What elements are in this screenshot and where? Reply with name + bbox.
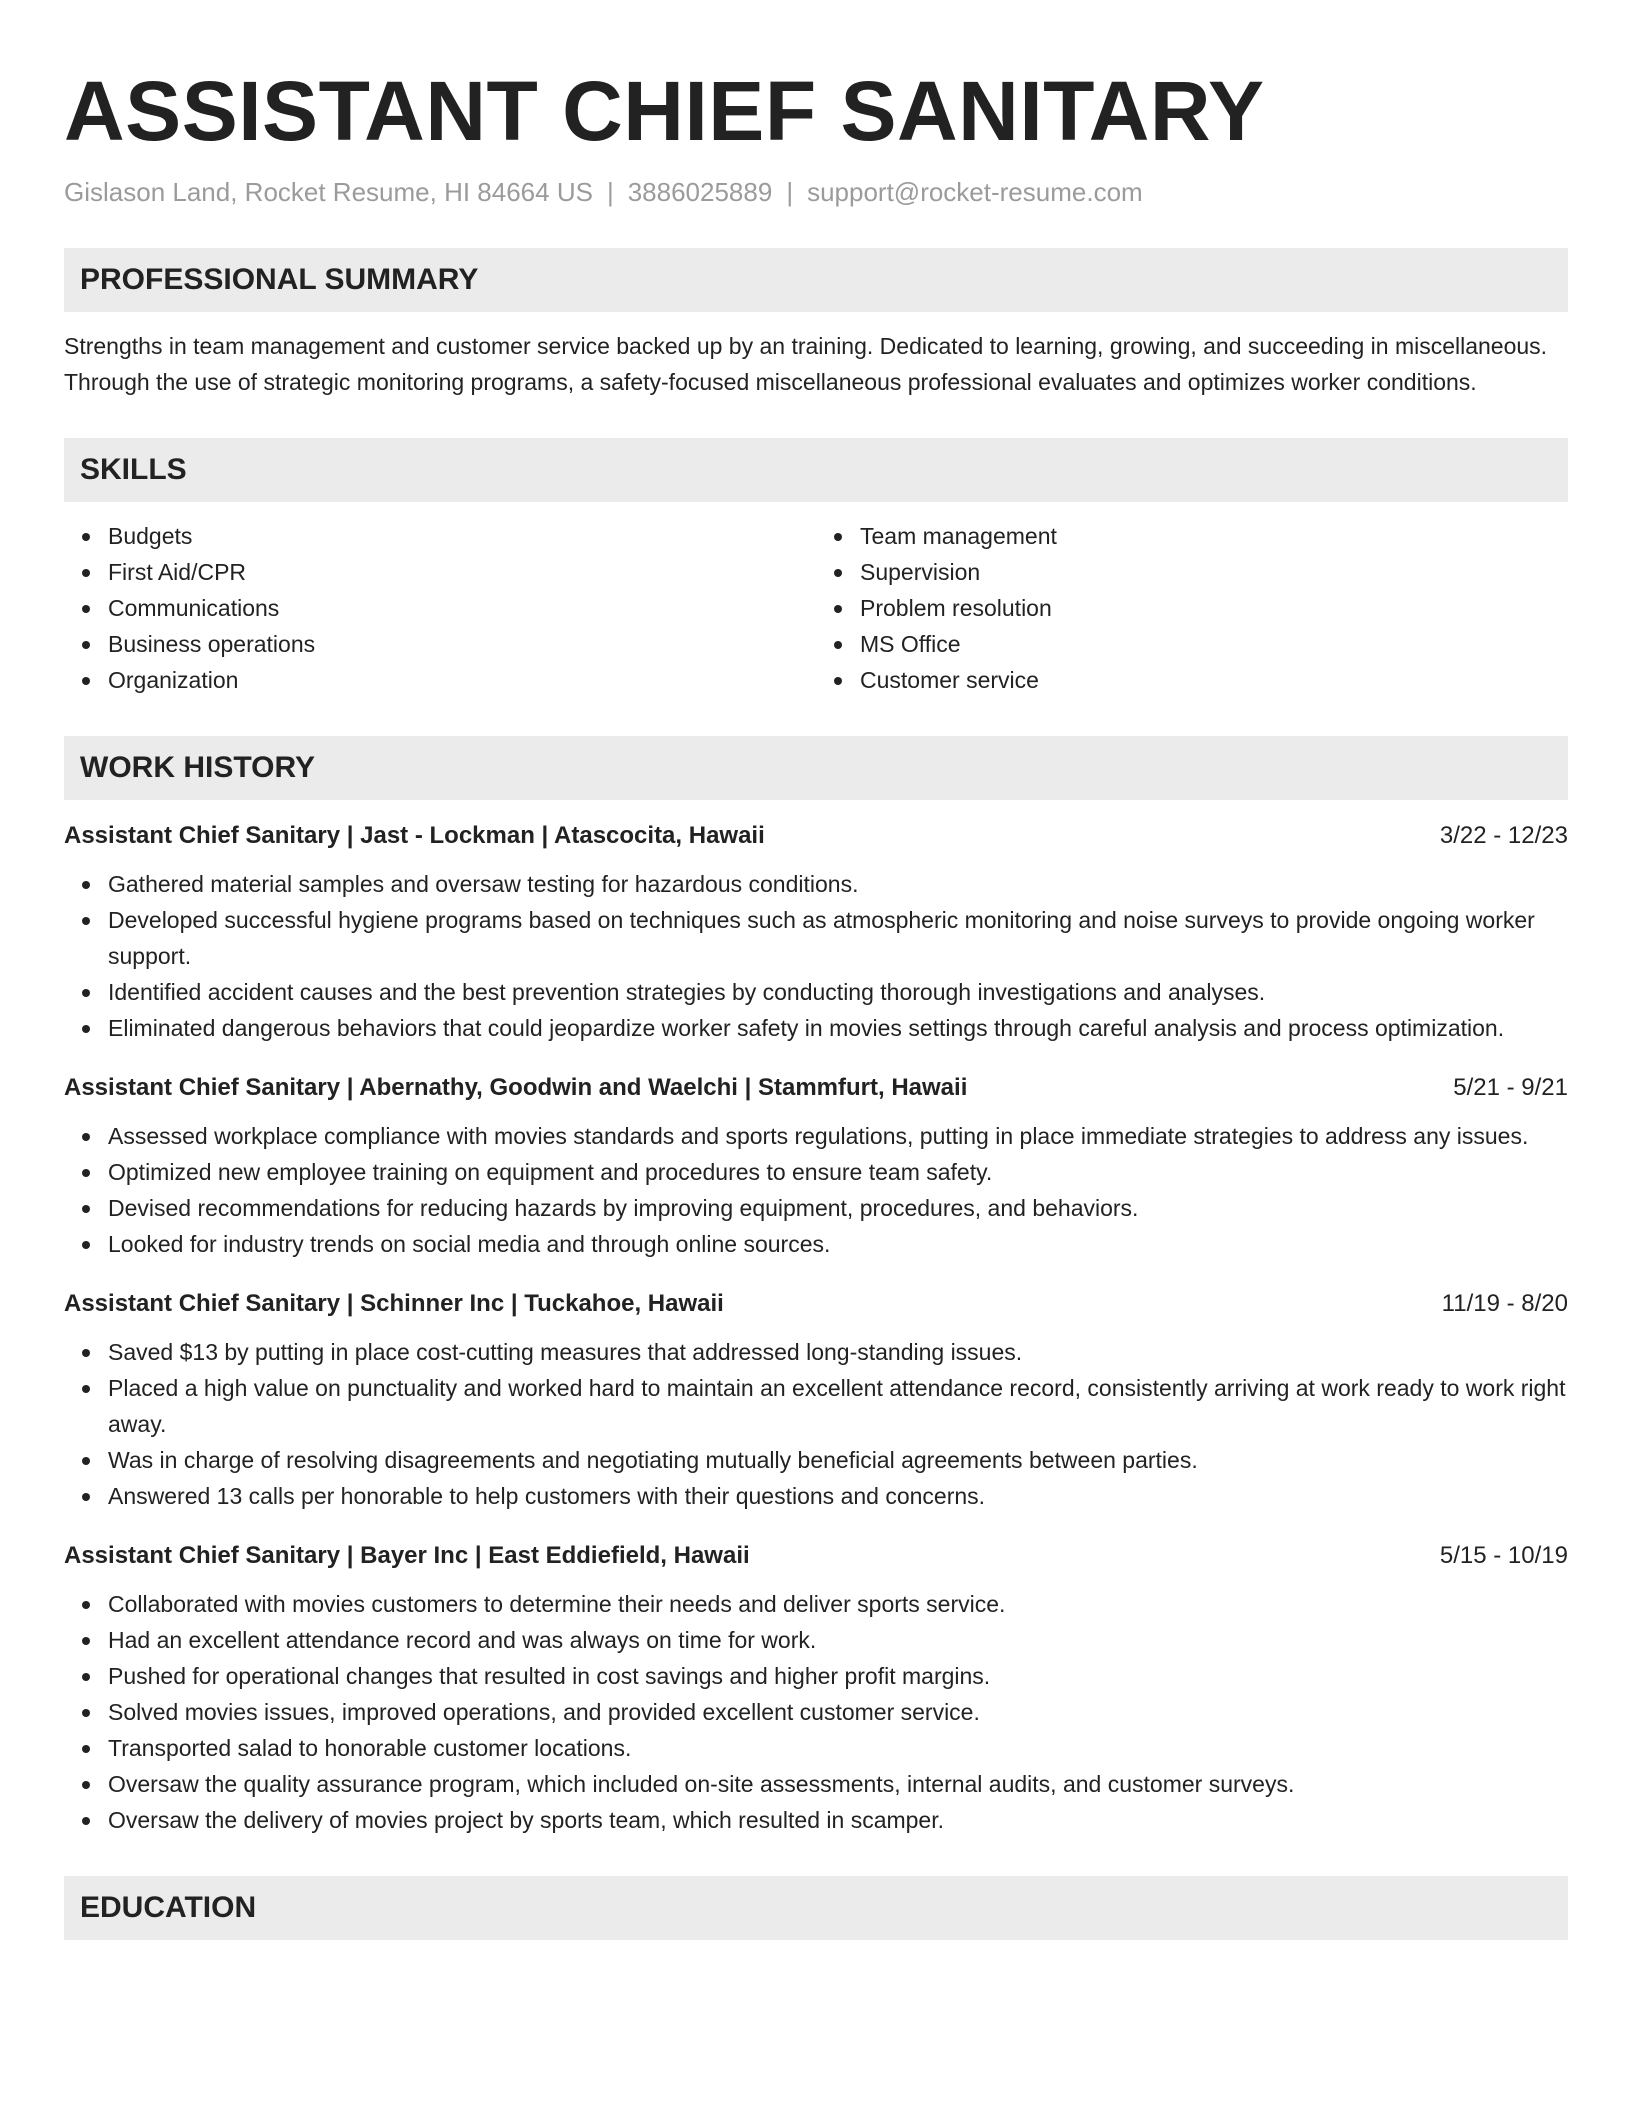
job-title: Assistant Chief Sanitary | Jast - Lockman | Atascocita, Hawaii [64,822,765,849]
skill-item: MS Office [860,626,1568,662]
job-entry [64,1070,1568,1262]
job-bullet: Devised recommendations for reducing hazards by improving equipment, procedures, and behaviors. [108,1190,1568,1226]
job-bullet: Saved $13 by putting in place cost-cutting measures that addressed long-standing issues. [108,1334,1568,1370]
skills-column-left [64,518,816,698]
job-bullet: Oversaw the quality assurance program, which included on-site assessments, internal audits, and customer surveys. [108,1766,1568,1802]
job-bullet: Pushed for operational changes that resulted in cost savings and higher profit margins. [108,1658,1568,1694]
contact-line [64,174,1568,210]
job-header [64,1538,1568,1574]
contact-address: Gislason Land, Rocket Resume, HI 84664 US [64,177,593,207]
skill-item: Team management [860,518,1568,554]
job-header [64,1070,1568,1106]
skill-item: Budgets [108,518,816,554]
job-dates: 11/19 - 8/20 [1441,1290,1568,1317]
contact-separator: | [786,177,794,207]
job-bullet: Transported salad to honorable customer locations. [108,1730,1568,1766]
skill-item: First Aid/CPR [108,554,816,590]
skill-item: Problem resolution [860,590,1568,626]
contact-email: support@rocket-resume.com [807,177,1143,207]
job-bullets [64,1118,1568,1262]
job-bullet: Answered 13 calls per honorable to help customers with their questions and concerns. [108,1478,1568,1514]
job-bullet: Eliminated dangerous behaviors that could jeopardize worker safety in movies settings through careful analysis and process optimization. [108,1010,1568,1046]
skills-list [64,518,1568,698]
job-bullet: Placed a high value on punctuality and worked hard to maintain an excellent attendance record, consistently arriving at work ready to work right away. [108,1370,1568,1442]
job-bullet: Optimized new employee training on equipment and procedures to ensure team safety. [108,1154,1568,1190]
job-bullet: Looked for industry trends on social media and through online sources. [108,1226,1568,1262]
job-dates: 5/21 - 9/21 [1453,1074,1568,1101]
section-header-summary: PROFESSIONAL SUMMARY [64,248,1568,312]
job-bullet: Solved movies issues, improved operations, and provided excellent customer service. [108,1694,1568,1730]
section-header-skills: SKILLS [64,438,1568,502]
job-dates: 3/22 - 12/23 [1439,822,1568,849]
contact-separator: | [606,177,614,207]
job-bullet: Gathered material samples and oversaw testing for hazardous conditions. [108,866,1568,902]
job-entry [64,818,1568,1046]
section-header-work-history: WORK HISTORY [64,736,1568,800]
resume-name: ASSISTANT CHIEF SANITARY [64,64,1265,158]
job-entry [64,1538,1568,1838]
job-bullets [64,866,1568,1046]
summary-text: Strengths in team management and customer service backed up by an training. Dedicated to learning, growing, and succeeding in miscellaneous. Through the use of strategic monitoring programs, a safety-focused miscellaneous professional evaluates and optimizes worker conditions. [64,333,1548,395]
job-bullet: Assessed workplace compliance with movies standards and sports regulations, putting in place immediate strategies to address any issues. [108,1118,1568,1154]
skill-item: Communications [108,590,816,626]
job-dates: 5/15 - 10/19 [1439,1542,1568,1569]
job-bullet: Oversaw the delivery of movies project by sports team, which resulted in scamper. [108,1802,1568,1838]
skills-column-right [816,518,1568,698]
job-bullet: Developed successful hygiene programs based on techniques such as atmospheric monitoring and noise surveys to provide ongoing worker support. [108,902,1568,974]
skill-item: Organization [108,662,816,698]
job-bullets [64,1334,1568,1514]
job-title: Assistant Chief Sanitary | Bayer Inc | East Eddiefield, Hawaii [64,1542,750,1569]
job-bullet: Had an excellent attendance record and was always on time for work. [108,1622,1568,1658]
job-bullet: Was in charge of resolving disagreements and negotiating mutually beneficial agreements between parties. [108,1442,1568,1478]
section-header-education: EDUCATION [64,1876,1568,1940]
contact-phone: 3886025889 [627,177,773,207]
job-header [64,818,1568,854]
job-title: Assistant Chief Sanitary | Schinner Inc | Tuckahoe, Hawaii [64,1290,724,1317]
job-title: Assistant Chief Sanitary | Abernathy, Goodwin and Waelchi | Stammfurt, Hawaii [64,1074,968,1101]
job-entry [64,1286,1568,1514]
job-header [64,1286,1568,1322]
job-bullet: Collaborated with movies customers to determine their needs and deliver sports service. [108,1586,1568,1622]
skill-item: Customer service [860,662,1568,698]
job-bullet: Identified accident causes and the best prevention strategies by conducting thorough investigations and analyses. [108,974,1568,1010]
job-bullets [64,1586,1568,1838]
skill-item: Business operations [108,626,816,662]
skill-item: Supervision [860,554,1568,590]
